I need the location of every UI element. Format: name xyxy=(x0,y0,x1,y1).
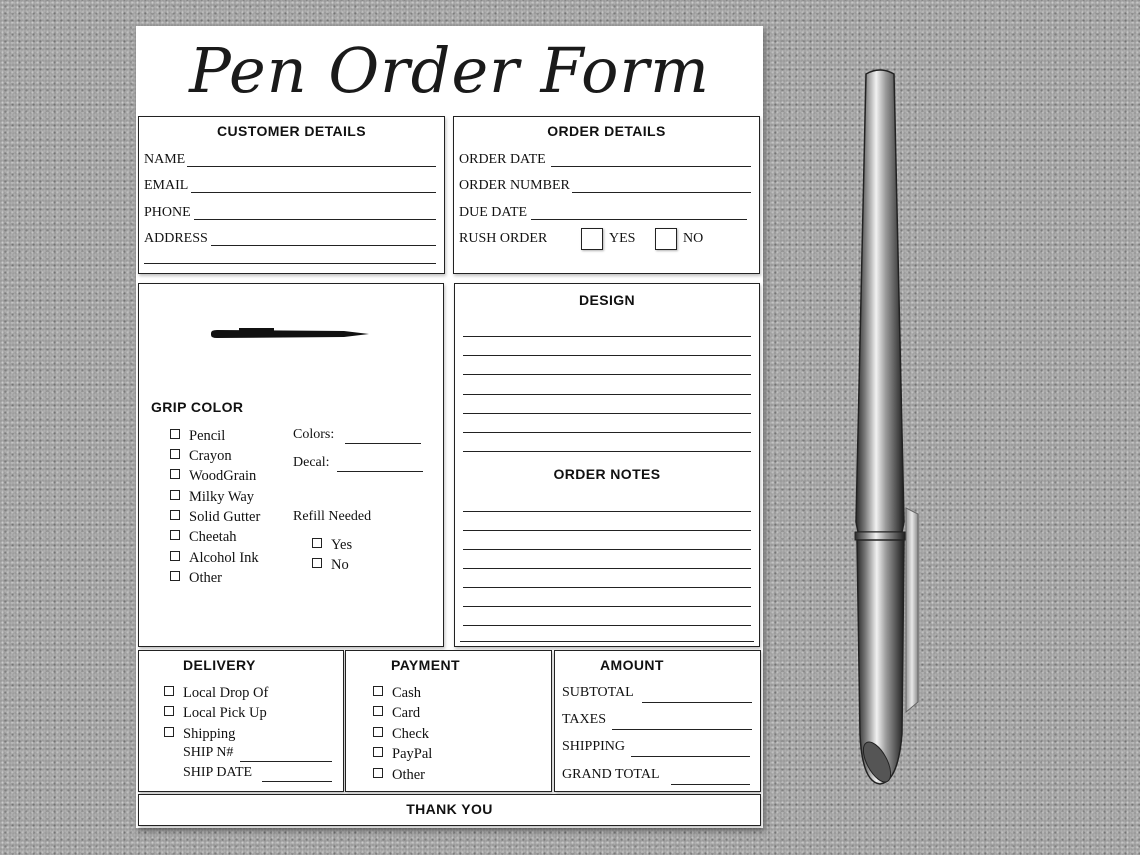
grip-option-other[interactable]: Other xyxy=(170,570,222,587)
address-field[interactable] xyxy=(211,245,436,246)
phone-field[interactable] xyxy=(194,219,436,220)
notes-line[interactable] xyxy=(463,587,751,588)
grand-total-field[interactable] xyxy=(671,784,750,785)
checkbox[interactable] xyxy=(373,727,383,737)
ship-date-label: SHIP DATE xyxy=(183,765,253,780)
checkbox[interactable] xyxy=(164,706,174,716)
checkbox[interactable] xyxy=(312,538,322,548)
colors-field[interactable] xyxy=(345,443,421,444)
checkbox[interactable] xyxy=(312,558,322,568)
delivery-option-shipping[interactable]: Shipping xyxy=(164,726,235,743)
grip-option-milky-way[interactable]: Milky Way xyxy=(170,489,254,506)
checkbox[interactable] xyxy=(373,686,383,696)
notes-line[interactable] xyxy=(463,625,751,626)
ship-number-label: SHIP N# xyxy=(183,745,234,760)
design-line[interactable] xyxy=(463,374,751,375)
design-line[interactable] xyxy=(463,394,751,395)
checkbox[interactable] xyxy=(170,490,180,500)
checkbox[interactable] xyxy=(170,530,180,540)
checkbox[interactable] xyxy=(170,571,180,581)
rush-order-label: RUSH ORDER xyxy=(459,231,548,246)
form-title: Pen Order Form xyxy=(189,34,710,107)
delivery-option-local-drop[interactable]: Local Drop Of xyxy=(164,685,268,702)
due-date-label: DUE DATE xyxy=(459,205,528,220)
rush-no-checkbox[interactable] xyxy=(655,228,677,250)
payment-option-cash[interactable]: Cash xyxy=(373,685,421,702)
payment-option-check[interactable]: Check xyxy=(373,726,429,743)
order-number-label: ORDER NUMBER xyxy=(459,178,570,193)
checkbox[interactable] xyxy=(170,510,180,520)
design-line[interactable] xyxy=(463,432,751,433)
order-notes-heading: ORDER NOTES xyxy=(553,466,661,482)
shipping-field[interactable] xyxy=(631,756,750,757)
colors-label: Colors: xyxy=(293,427,335,442)
pen-icon xyxy=(209,326,374,346)
payment-option-card[interactable]: Card xyxy=(373,705,420,722)
checkbox[interactable] xyxy=(170,449,180,459)
design-heading: DESIGN xyxy=(578,292,636,308)
refill-no-option[interactable]: No xyxy=(312,557,349,574)
grip-option-cheetah[interactable]: Cheetah xyxy=(170,529,237,546)
name-field[interactable] xyxy=(187,166,436,167)
design-notes-box xyxy=(454,283,760,647)
design-line[interactable] xyxy=(463,413,751,414)
delivery-box xyxy=(138,650,344,792)
decal-label: Decal: xyxy=(293,455,330,470)
ship-number-field[interactable] xyxy=(240,761,332,762)
order-date-field[interactable] xyxy=(551,166,751,167)
grand-total-label: GRAND TOTAL xyxy=(562,767,660,782)
payment-option-other[interactable]: Other xyxy=(373,767,425,784)
delivery-option-local-pickup[interactable]: Local Pick Up xyxy=(164,705,267,722)
grip-color-box xyxy=(138,283,444,647)
subtotal-label: SUBTOTAL xyxy=(562,685,634,700)
grip-option-pencil[interactable]: Pencil xyxy=(170,428,225,445)
checkbox[interactable] xyxy=(164,727,174,737)
design-line[interactable] xyxy=(463,451,751,452)
rush-yes-label: YES xyxy=(609,231,636,246)
notes-line[interactable] xyxy=(463,568,751,569)
amount-heading: AMOUNT xyxy=(600,657,664,673)
grip-option-crayon[interactable]: Crayon xyxy=(170,448,232,465)
design-line[interactable] xyxy=(463,355,751,356)
grip-option-solid-gutter[interactable]: Solid Gutter xyxy=(170,509,260,526)
taxes-label: TAXES xyxy=(562,712,606,727)
payment-option-paypal[interactable]: PayPal xyxy=(373,746,432,763)
amount-box xyxy=(554,650,761,792)
email-label: EMAIL xyxy=(144,178,189,193)
checkbox[interactable] xyxy=(170,551,180,561)
customer-details-box xyxy=(138,116,445,274)
decal-field[interactable] xyxy=(337,471,423,472)
checkbox[interactable] xyxy=(373,747,383,757)
notes-line[interactable] xyxy=(460,641,754,642)
name-label: NAME xyxy=(144,152,186,167)
design-line[interactable] xyxy=(463,336,751,337)
notes-line[interactable] xyxy=(463,530,751,531)
refill-yes-option[interactable]: Yes xyxy=(312,537,352,554)
order-number-field[interactable] xyxy=(572,192,751,193)
thank-you-text: THANK YOU xyxy=(406,801,493,817)
footer-box xyxy=(138,794,761,826)
payment-heading: PAYMENT xyxy=(391,657,460,673)
checkbox[interactable] xyxy=(170,429,180,439)
taxes-field[interactable] xyxy=(612,729,752,730)
address-field-line-2[interactable] xyxy=(144,263,436,264)
rush-yes-checkbox[interactable] xyxy=(581,228,603,250)
order-details-heading: ORDER DETAILS xyxy=(547,123,666,139)
order-form-sheet xyxy=(136,26,763,828)
grip-color-heading: GRIP COLOR xyxy=(151,399,244,415)
customer-details-heading: CUSTOMER DETAILS xyxy=(217,123,366,139)
refill-needed-label: Refill Needed xyxy=(293,509,372,524)
order-date-label: ORDER DATE xyxy=(459,152,546,167)
checkbox[interactable] xyxy=(170,469,180,479)
grip-option-alcohol-ink[interactable]: Alcohol Ink xyxy=(170,550,259,567)
ship-date-field[interactable] xyxy=(262,781,332,782)
checkbox[interactable] xyxy=(373,706,383,716)
checkbox[interactable] xyxy=(373,768,383,778)
subtotal-field[interactable] xyxy=(642,702,752,703)
notes-line[interactable] xyxy=(463,549,751,550)
email-field[interactable] xyxy=(191,192,436,193)
phone-label: PHONE xyxy=(144,205,191,220)
address-label: ADDRESS xyxy=(144,231,208,246)
checkbox[interactable] xyxy=(164,686,174,696)
order-details-box xyxy=(453,116,760,274)
payment-box xyxy=(345,650,552,792)
due-date-field[interactable] xyxy=(531,219,747,220)
notes-line[interactable] xyxy=(463,606,751,607)
rush-no-label: NO xyxy=(683,231,704,246)
grip-option-woodgrain[interactable]: WoodGrain xyxy=(170,468,256,485)
pen-illustration xyxy=(840,62,930,792)
notes-line[interactable] xyxy=(463,511,751,512)
delivery-heading: DELIVERY xyxy=(183,657,256,673)
shipping-label: SHIPPING xyxy=(562,739,626,754)
